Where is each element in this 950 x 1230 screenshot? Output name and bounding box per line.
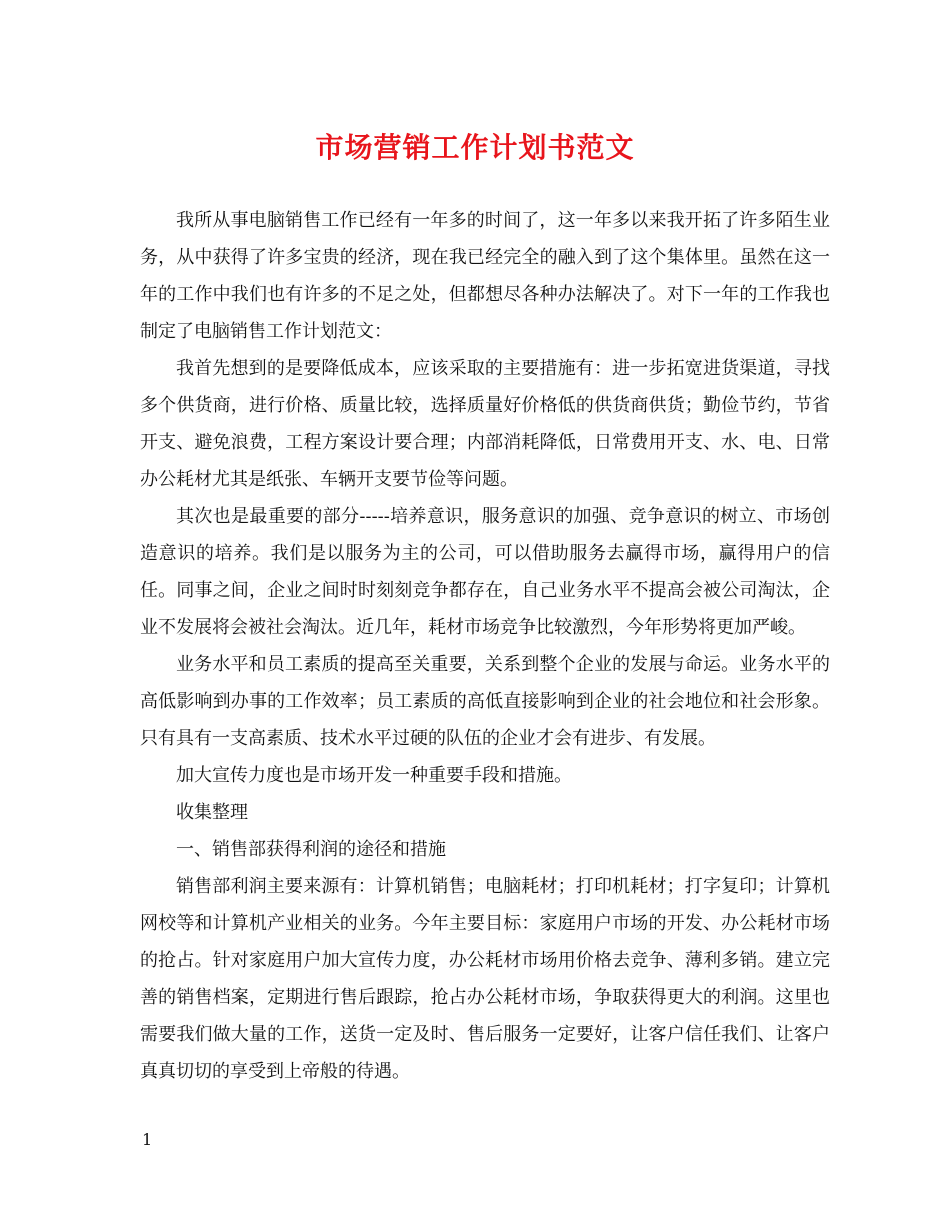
paragraph-profit-sources: 销售部利润主要来源有：计算机销售；电脑耗材；打印机耗材；打字复印；计算机网校等和计算机产业相关的业务。今年主要目标：家庭用户市场的开发、办公耗材市场的抢占。针对家庭用户加大宣传力度，办公耗材市场用价格去竞争、薄利多销。建立完善的销售档案，定期进行售后跟踪，抢占办公耗材市场，争取获得更大的利润。这里也需要我们做大量的工作，送货一定及时、售后服务一定要好，让客户信任我们、让客户真真切切的享受到上帝般的待遇。 — [140, 876, 830, 1082]
section-heading-profit: 一、销售部获得利润的途径和措施 — [176, 839, 446, 860]
paragraph-awareness: 其次也是最重要的部分-----培养意识，服务意识的加强、竞争意识的树立、市场创造意识的培养。我们是以服务为主的公司，可以借助服务去赢得市场，赢得用户的信任。同事之间，企业之间时时刻刻竞争都存在，自己业务水平不提高会被公司淘汰，企业不发展将会被社会淘汰。近几年，耗材市场竞争比较激烈，今年形势将更加严峻。 — [140, 506, 830, 638]
paragraph-intro: 我所从事电脑销售工作已经有一年多的时间了，这一年多以来我开拓了许多陌生业务，从中获得了许多宝贵的经济，现在我已经完全的融入到了这个集体里。虽然在这一年的工作中我们也有许多的不足之处，但都想尽各种办法解决了。对下一年的工作我也制定了电脑销售工作计划范文： — [140, 210, 830, 342]
paragraph-publicity: 加大宣传力度也是市场开发一种重要手段和措施。 — [176, 765, 572, 786]
document-body — [140, 202, 830, 1090]
page-number: 1 — [142, 1130, 153, 1149]
paragraph-collected: 收集整理 — [176, 802, 248, 823]
paragraph-cost-reduction: 我首先想到的是要降低成本，应该采取的主要措施有：进一步拓宽进货渠道，寻找多个供货商，进行价格、质量比较，选择质量好价格低的供货商供货；勤俭节约，节省开支、避免浪费，工程方案设计要合理；内部消耗降低，日常费用开支、水、电、日常办公耗材尤其是纸张、车辆开支要节俭等问题。 — [140, 358, 830, 490]
document-title: 市场营销工作计划书范文 — [315, 131, 635, 164]
paragraph-staff-quality: 业务水平和员工素质的提高至关重要，关系到整个企业的发展与命运。业务水平的高低影响到办事的工作效率；员工素质的高低直接影响到企业的社会地位和社会形象。只有具有一支高素质、技术水平过硬的队伍的企业才会有进步、有发展。 — [140, 654, 830, 749]
